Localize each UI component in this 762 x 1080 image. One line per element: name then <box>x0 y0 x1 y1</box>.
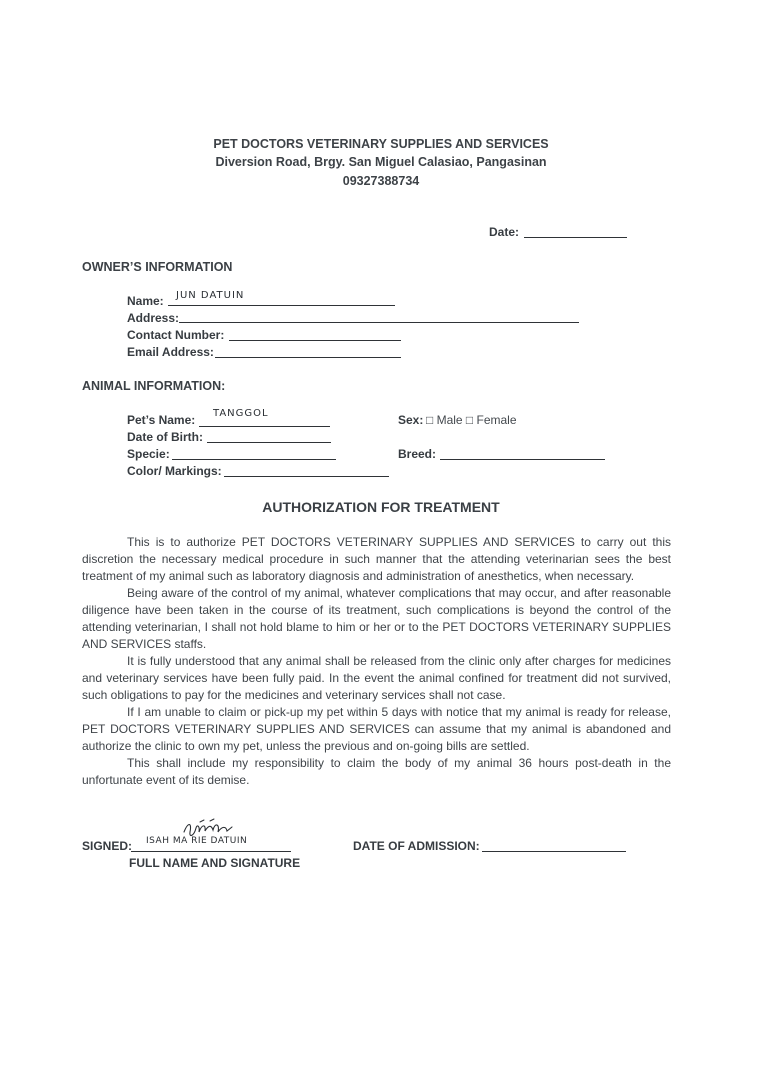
specie-label: Specie: <box>127 447 170 461</box>
date-field-line <box>524 237 627 238</box>
date-label: Date: <box>489 225 520 239</box>
owner-address-label: Address: <box>127 311 180 325</box>
company-phone: 09327388734 <box>342 174 420 188</box>
owner-email-line <box>215 357 401 358</box>
pet-name-label: Pet’s Name: <box>127 413 196 427</box>
color-markings-label: Color/ Markings: <box>127 464 222 478</box>
owner-name-label: Name: <box>127 294 164 308</box>
authorization-paragraph-5: This shall include my responsibility to claim the body of my animal 36 hours post-death in the unfortunate event of its demise. <box>82 756 671 787</box>
signed-name-handwriting: ISAH MA RIE DATUIN <box>146 836 248 846</box>
specie-line <box>172 459 336 460</box>
authorization-title: AUTHORIZATION FOR TREATMENT <box>262 499 500 515</box>
authorization-paragraph-4: If I am unable to claim or pick-up my pet within 5 days with notice that my animal is ready for release, PET DOCTORS VETERINARY SUPPLIES AND SERVICES can assume that my animal is abandoned and authorize the clinic to own my pet, unless the previous and on-going bills are settled. <box>82 705 671 753</box>
admission-date-line <box>482 851 626 852</box>
signature-line <box>131 851 291 852</box>
owner-section-title: OWNER’S INFORMATION <box>82 260 233 274</box>
owner-contact-label: Contact Number: <box>127 328 225 342</box>
signed-label: SIGNED: <box>82 839 133 853</box>
admission-date-label: DATE OF ADMISSION: <box>353 839 480 853</box>
authorization-paragraph-3: It is fully understood that any animal shall be released from the clinic only after charges for medicines and veterinary services have been fully paid. In the event the animal confined for treatment did not survived, such obligations to pay for the medicines and veterinary services shall not case. <box>82 654 671 702</box>
color-markings-line <box>224 476 389 477</box>
owner-name-handwriting: JUN DATUIN <box>176 290 245 301</box>
authorization-body <box>82 534 671 789</box>
animal-section-title: ANIMAL INFORMATION: <box>82 379 226 393</box>
signature-scribble-icon <box>180 818 240 842</box>
breed-line <box>440 459 605 460</box>
owner-email-label: Email Address: <box>127 345 214 359</box>
owner-contact-line <box>229 340 401 341</box>
dob-label: Date of Birth: <box>127 430 203 444</box>
dob-line <box>207 442 331 443</box>
pet-name-handwriting: TANGGOL <box>213 408 269 419</box>
owner-name-line <box>168 305 395 306</box>
pet-name-line <box>199 426 330 427</box>
sex-label: Sex: <box>398 413 424 427</box>
company-name: PET DOCTORS VETERINARY SUPPLIES AND SERVICES <box>213 137 549 151</box>
breed-label: Breed: <box>398 447 437 461</box>
company-address: Diversion Road, Brgy. San Miguel Calasiao, Pangasinan <box>215 155 547 169</box>
owner-address-line <box>179 322 579 323</box>
sex-options: □ Male □ Female <box>426 413 517 427</box>
signature-caption: FULL NAME AND SIGNATURE <box>129 856 301 870</box>
authorization-paragraph-1: This is to authorize PET DOCTORS VETERINARY SUPPLIES AND SERVICES to carry out this discretion the necessary medical procedure in such manner that the attending veterinarian sees the best treatment of my animal such as laboratory diagnosis and administration of anesthetics, when necessary. <box>82 535 671 583</box>
authorization-paragraph-2: Being aware of the control of my animal, whatever complications that may occur, and after reasonable diligence have been taken in the course of its treatment, such complications is beyond the control of the attending veterinarian, I shall not hold blame to him or her or to the PET DOCTORS VETERINARY SUPPLIES AND SERVICES staffs. <box>82 586 671 651</box>
